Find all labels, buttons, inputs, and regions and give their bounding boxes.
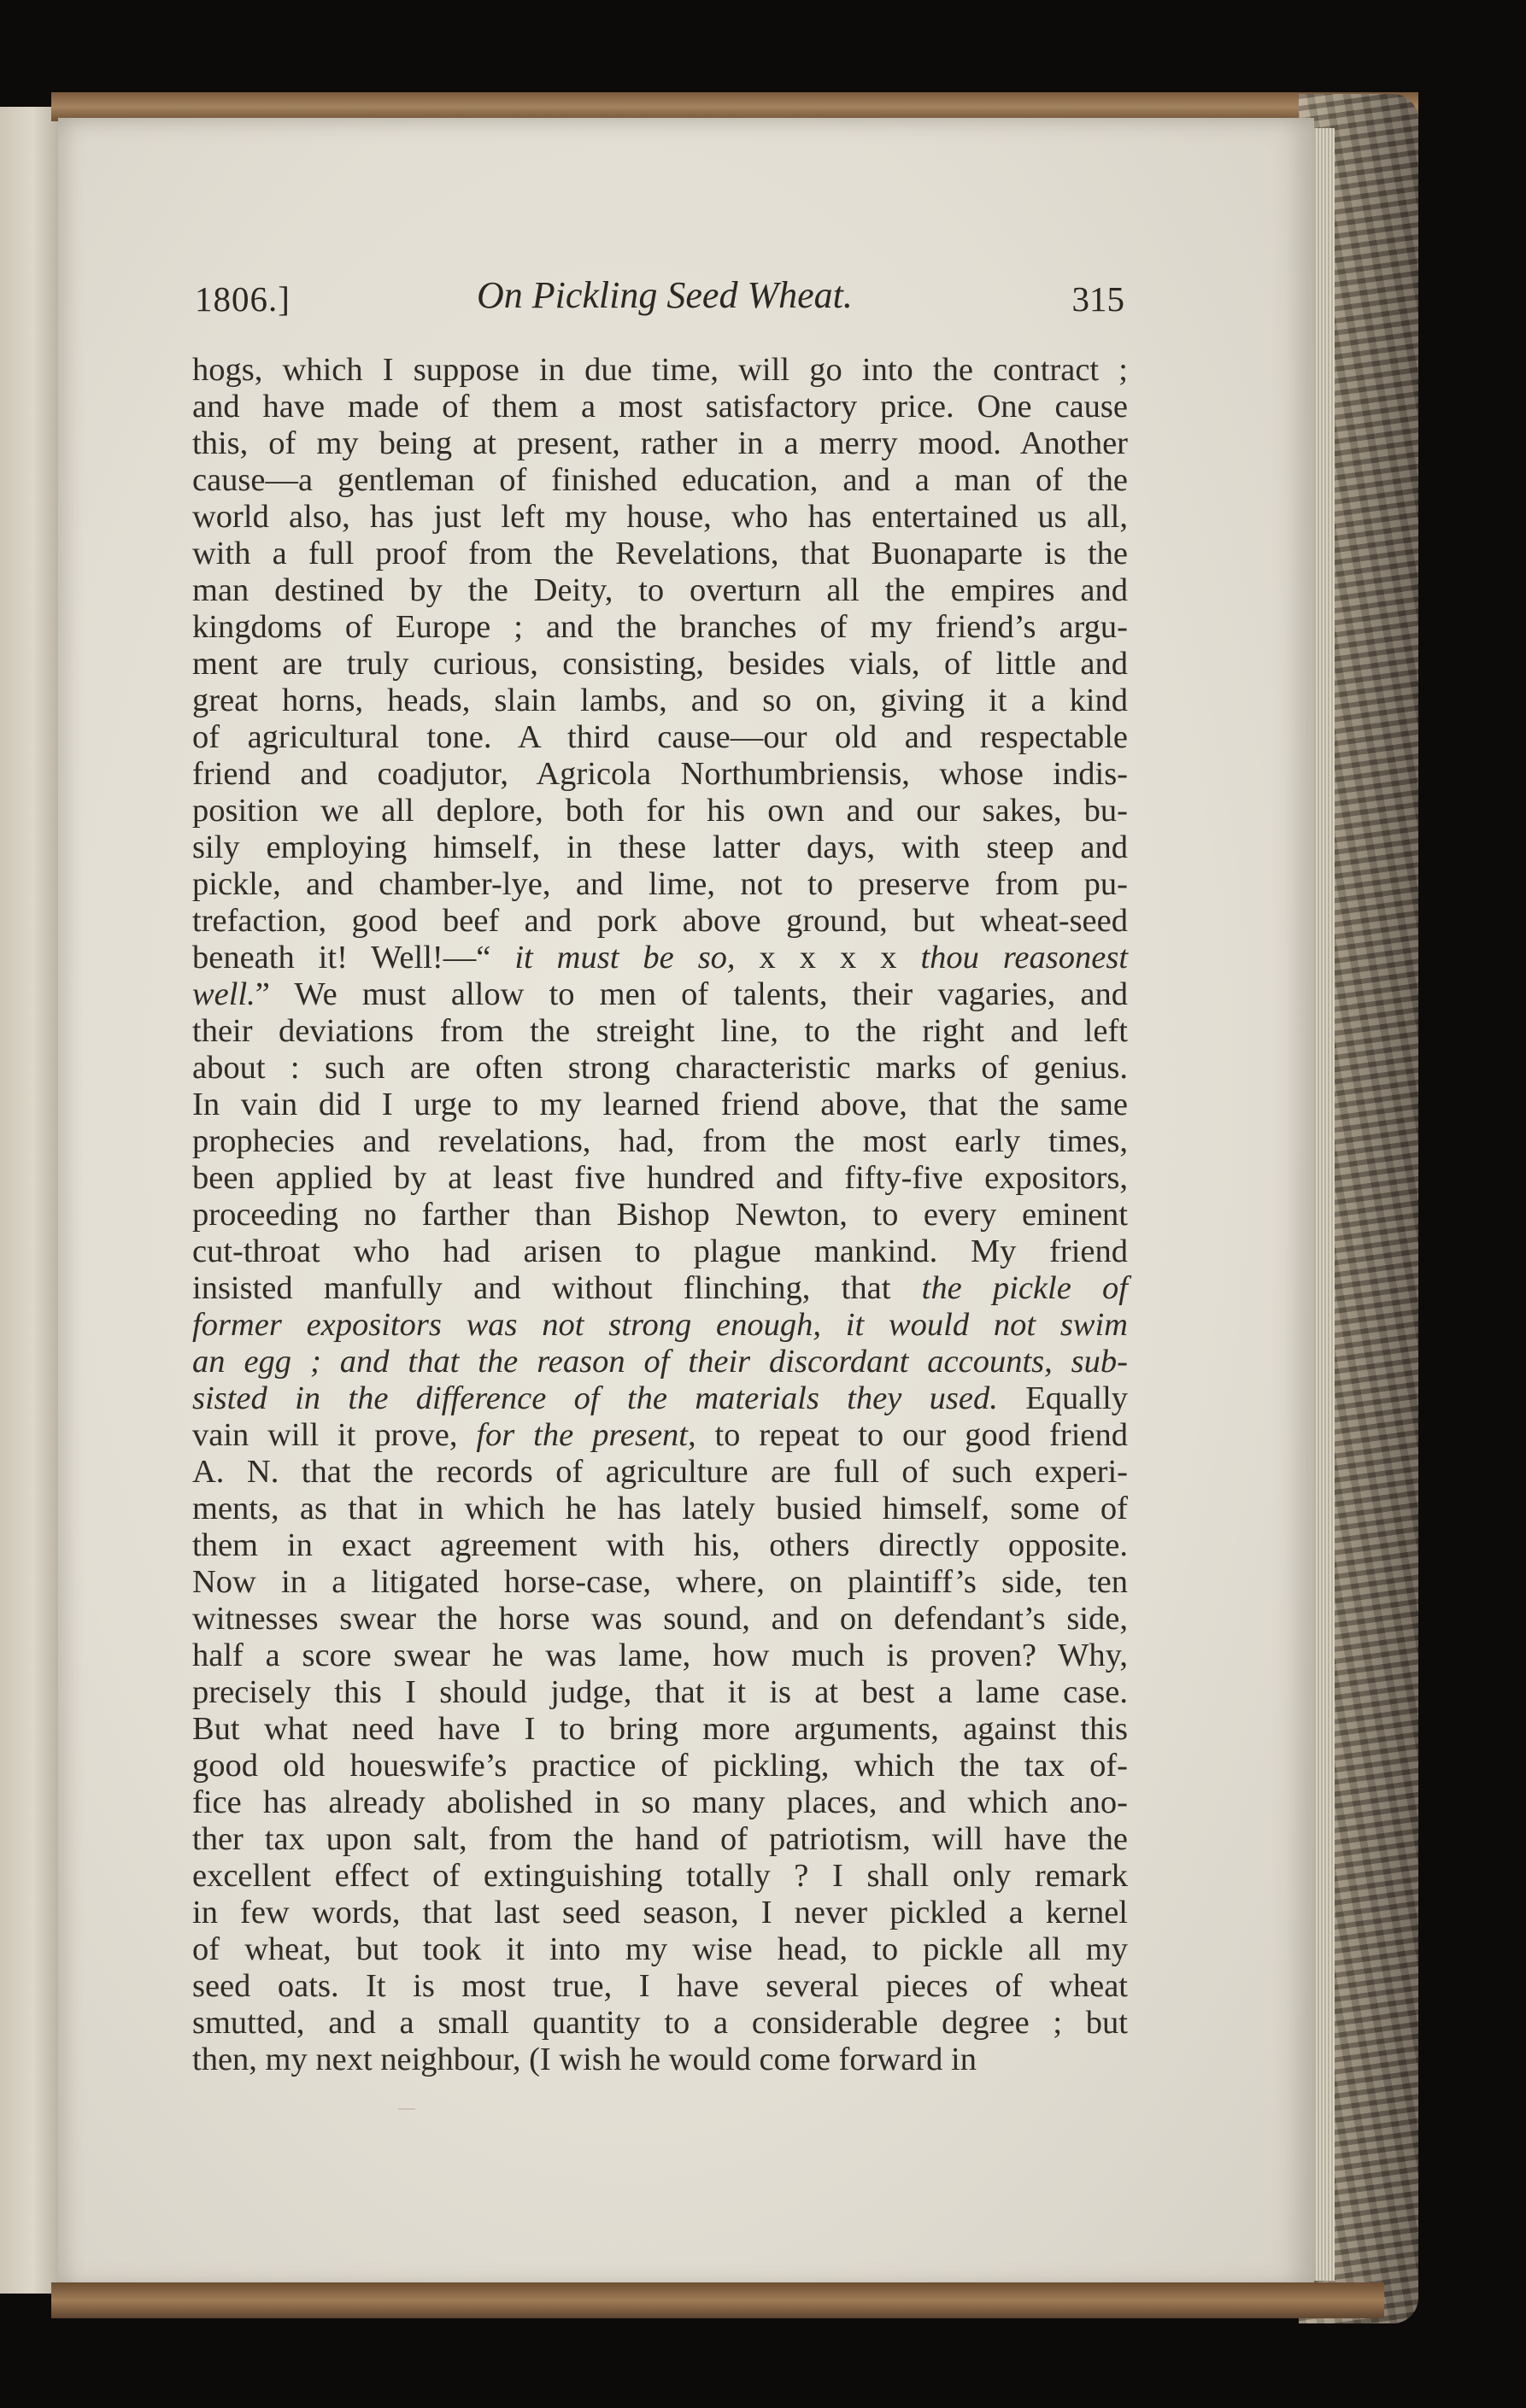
header-year: 1806.] <box>195 279 291 319</box>
text-segment: great horns, heads, slain lambs, and so on, giving it a kind <box>192 683 1128 718</box>
text-segment: x x x x <box>735 940 921 976</box>
text-line <box>192 976 1128 1013</box>
text-segment: cause—a gentleman of finished education, and a man of the <box>192 462 1128 498</box>
text-segment: with a full proof from the Revelations, that Buonaparte is the <box>192 536 1128 571</box>
text-segment: But what need have I to bring more arguments, against this <box>192 1711 1128 1747</box>
text-segment: ther tax upon salt, from the hand of patriotism, will have the <box>192 1821 1128 1857</box>
text-segment: man destined by the Deity, to overturn all the empires and <box>192 572 1128 608</box>
text-line <box>192 609 1128 646</box>
text-segment: friend and coadjutor, Agricola Northumbriensis, whose indis- <box>192 756 1128 792</box>
text-line <box>192 903 1128 940</box>
text-segment: then, my next neighbour, (I wish he would come forward in <box>192 2042 977 2077</box>
text-segment: ments, as that in which he has lately busied himself, some of <box>192 1491 1128 1526</box>
text-line <box>192 425 1128 462</box>
text-segment: in few words, that last seed season, I never pickled a kernel <box>192 1895 1128 1931</box>
binding-top-edge <box>51 92 1418 121</box>
text-line <box>192 1858 1128 1895</box>
text-segment: fice has already abolished in so many places, and which ano- <box>192 1784 1128 1820</box>
text-line <box>192 499 1128 536</box>
text-line <box>192 536 1128 572</box>
text-line <box>192 1160 1128 1197</box>
text-segment: them in exact agreement with his, others directly opposite. <box>192 1527 1128 1563</box>
text-segment: proceeding no farther than Bishop Newton, to every eminent <box>192 1197 1128 1233</box>
text-segment: excellent effect of extinguishing totally ? I shall only remark <box>192 1858 1128 1894</box>
text-line <box>192 1968 1128 2005</box>
italic-segment: former expositors was not strong enough, it would not swim <box>192 1307 1128 1343</box>
text-line <box>192 389 1128 425</box>
text-line <box>192 1197 1128 1233</box>
text-segment: to repeat to our good friend <box>696 1417 1129 1453</box>
text-segment: about : such are often strong characteristic marks of genius. <box>192 1050 1128 1086</box>
text-line <box>192 719 1128 756</box>
text-line <box>192 2042 1128 2078</box>
header-title: On Pickling Seed Wheat. <box>477 274 853 316</box>
text-line <box>192 1748 1128 1784</box>
text-line <box>192 1233 1128 1270</box>
text-segment: A. N. that the records of agriculture are full of such experi- <box>192 1454 1128 1490</box>
text-line <box>192 1307 1128 1344</box>
text-segment: their deviations from the streight line, to the right and left <box>192 1013 1128 1049</box>
text-segment: Now in a litigated horse-case, where, on plaintiff’s side, ten <box>192 1564 1128 1600</box>
text-line <box>192 1638 1128 1674</box>
running-header <box>195 273 1124 325</box>
text-line <box>192 1270 1128 1307</box>
text-segment: smutted, and a small quantity to a considerable degree ; but <box>192 2005 1128 2041</box>
text-line <box>192 646 1128 683</box>
text-segment: vain will it prove, <box>192 1417 477 1453</box>
text-line <box>192 1821 1128 1858</box>
text-line <box>192 1050 1128 1087</box>
text-line <box>192 462 1128 499</box>
text-line <box>192 1527 1128 1564</box>
text-line <box>192 829 1128 866</box>
text-segment: kingdoms of Europe ; and the branches of my friend’s argu- <box>192 609 1128 645</box>
text-segment: position we all deplore, both for his own and our sakes, bu- <box>192 793 1128 829</box>
italic-segment: thou reasonest <box>920 940 1129 976</box>
text-line <box>192 1380 1128 1417</box>
text-line <box>192 1454 1128 1491</box>
italic-segment: well. <box>192 976 255 1012</box>
italic-segment: for the present, <box>476 1417 696 1453</box>
text-segment: Equally <box>997 1380 1129 1416</box>
text-line <box>192 1123 1128 1160</box>
text-segment: and have made of them a most satisfactory price. One cause <box>192 389 1128 425</box>
text-segment: half a score swear he was lame, how much is proven? Why, <box>192 1638 1128 1673</box>
binding-bottom-edge <box>51 2282 1384 2318</box>
text-segment: trefaction, good beef and pork above ground, but wheat-seed <box>192 903 1128 939</box>
footer-mark <box>398 2108 415 2110</box>
text-line <box>192 1344 1128 1380</box>
text-segment: cut-throat who had arisen to plague mankind. My friend <box>192 1233 1128 1269</box>
text-line <box>192 1895 1128 1931</box>
text-segment: hogs, which I suppose in due time, will go into the contract ; <box>192 352 1128 388</box>
text-line <box>192 572 1128 609</box>
italic-segment: the pickle of <box>921 1270 1128 1306</box>
text-line <box>192 1674 1128 1711</box>
text-line <box>192 1491 1128 1527</box>
italic-segment: it must be so, <box>514 940 736 976</box>
text-line <box>192 793 1128 829</box>
text-segment: this, of my being at present, rather in a merry mood. Another <box>192 425 1128 461</box>
text-line <box>192 756 1128 793</box>
text-line <box>192 866 1128 903</box>
text-segment: world also, has just left my house, who has entertained us all, <box>192 499 1128 535</box>
text-segment: seed oats. It is most true, I have several pieces of wheat <box>192 1968 1128 2004</box>
text-line <box>192 1601 1128 1638</box>
text-segment: prophecies and revelations, had, from the most early times, <box>192 1123 1128 1159</box>
text-line <box>192 683 1128 719</box>
text-line <box>192 1564 1128 1601</box>
text-segment: insisted manfully and without flinching, that <box>192 1270 922 1306</box>
text-segment: of agricultural tone. A third cause—our old and respectable <box>192 719 1128 755</box>
text-line <box>192 1013 1128 1050</box>
italic-segment: an egg ; and that the reason of their discordant accounts, sub- <box>192 1344 1128 1380</box>
text-line <box>192 1784 1128 1821</box>
text-line <box>192 352 1128 389</box>
text-line <box>192 1931 1128 1968</box>
text-segment: In vain did I urge to my learned friend above, that the same <box>192 1087 1128 1122</box>
text-segment: good old houeswife’s practice of pickling, which the tax of- <box>192 1748 1128 1784</box>
text-segment: pickle, and chamber-lye, and lime, not to preserve from pu- <box>192 866 1128 902</box>
text-line <box>192 2005 1128 2042</box>
text-segment: ment are truly curious, consisting, besides vials, of little and <box>192 646 1128 682</box>
text-segment: been applied by at least five hundred and fifty-five expositors, <box>192 1160 1128 1196</box>
text-line <box>192 1087 1128 1123</box>
text-segment: ” We must allow to men of talents, their vagaries, and <box>255 976 1128 1012</box>
italic-segment: sisted in the difference of the materials they used. <box>192 1380 998 1416</box>
text-line <box>192 940 1128 976</box>
text-segment: precisely this I should judge, that it is at best a lame case. <box>192 1674 1128 1710</box>
page-number: 315 <box>1071 279 1124 319</box>
text-line <box>192 1711 1128 1748</box>
facing-page-edge <box>0 107 62 2294</box>
text-segment: beneath it! Well!—“ <box>192 940 515 976</box>
text-segment: witnesses swear the horse was sound, and on defendant’s side, <box>192 1601 1128 1637</box>
text-segment: of wheat, but took it into my wise head, to pickle all my <box>192 1931 1128 1967</box>
body-text <box>192 352 1128 2078</box>
text-segment: sily employing himself, in these latter days, with steep and <box>192 829 1128 865</box>
text-line <box>192 1417 1128 1454</box>
